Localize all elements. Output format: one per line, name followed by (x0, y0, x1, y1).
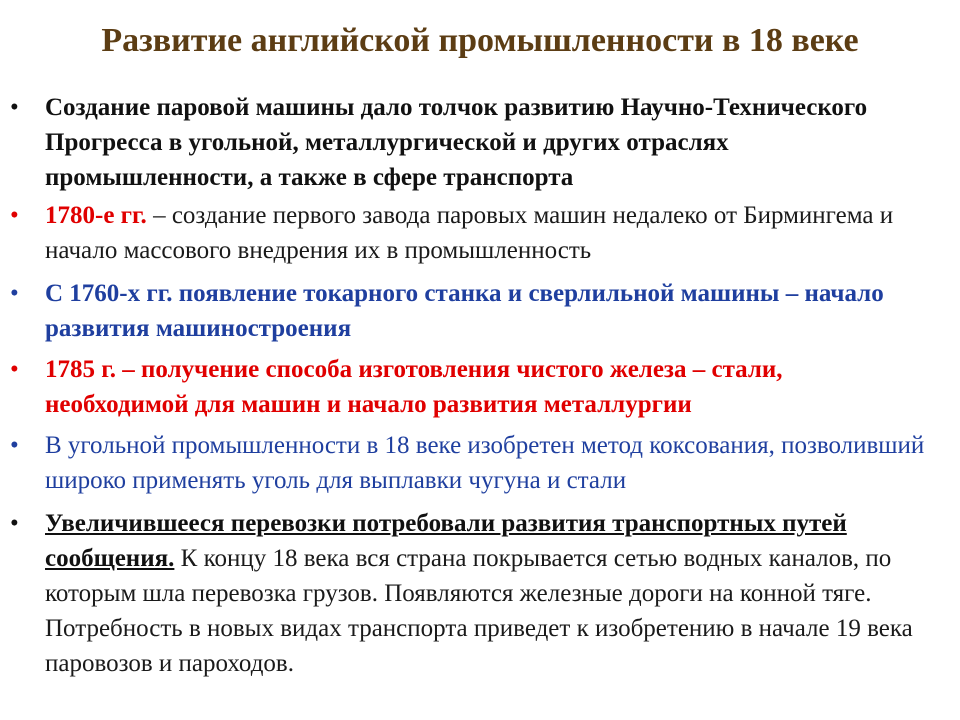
list-item-1760s: С 1760-х гг. появление токарного станка и сверлильной машины – начало развития машиностроения (45, 280, 884, 342)
bullet-icon: • (10, 280, 19, 307)
item-text: – создание первого завода паровых машин недалеко от Бирмингема и начало массового внедрения их в промышленность (45, 202, 894, 264)
item-lead-date: 1780-е гг. (45, 202, 147, 229)
bullet-icon: • (10, 432, 19, 459)
list-item-1780s (45, 198, 925, 268)
item-lead-underlined: Увеличившееся перевозки потребовали развития транспортных путей сообщения. (45, 510, 847, 572)
bullet-icon: • (10, 356, 19, 383)
bullet-icon: • (10, 94, 19, 121)
bullet-icon: • (10, 202, 19, 229)
list-item-steam-engine: Создание паровой машины дало толчок развитию Научно-Технического Прогресса в угольной, металлургической и других отраслях промышленности, а также в сфере транспорта (45, 94, 868, 191)
slide-title: Развитие английской промышленности в 18 веке (101, 22, 859, 59)
item-text: К концу 18 века вся страна покрывается сетью водных каналов, по которым шла перевозка грузов. Появляются железные дороги на конной тяге. Потребность в новых видах транспорта приведет к изобретению в начале 19 века паровозов и пароходов. (45, 545, 913, 677)
list-item-1785: 1785 г. – получение способа изготовления чистого железа – стали, необходимой для машин и начало развития металлургии (45, 356, 783, 418)
list-item-coking: В угольной промышленности в 18 веке изобретен метод коксования, позволивший широко применять уголь для выплавки чугуна и стали (45, 432, 925, 494)
bullet-icon: • (10, 510, 19, 537)
list-item-transport (45, 506, 925, 681)
